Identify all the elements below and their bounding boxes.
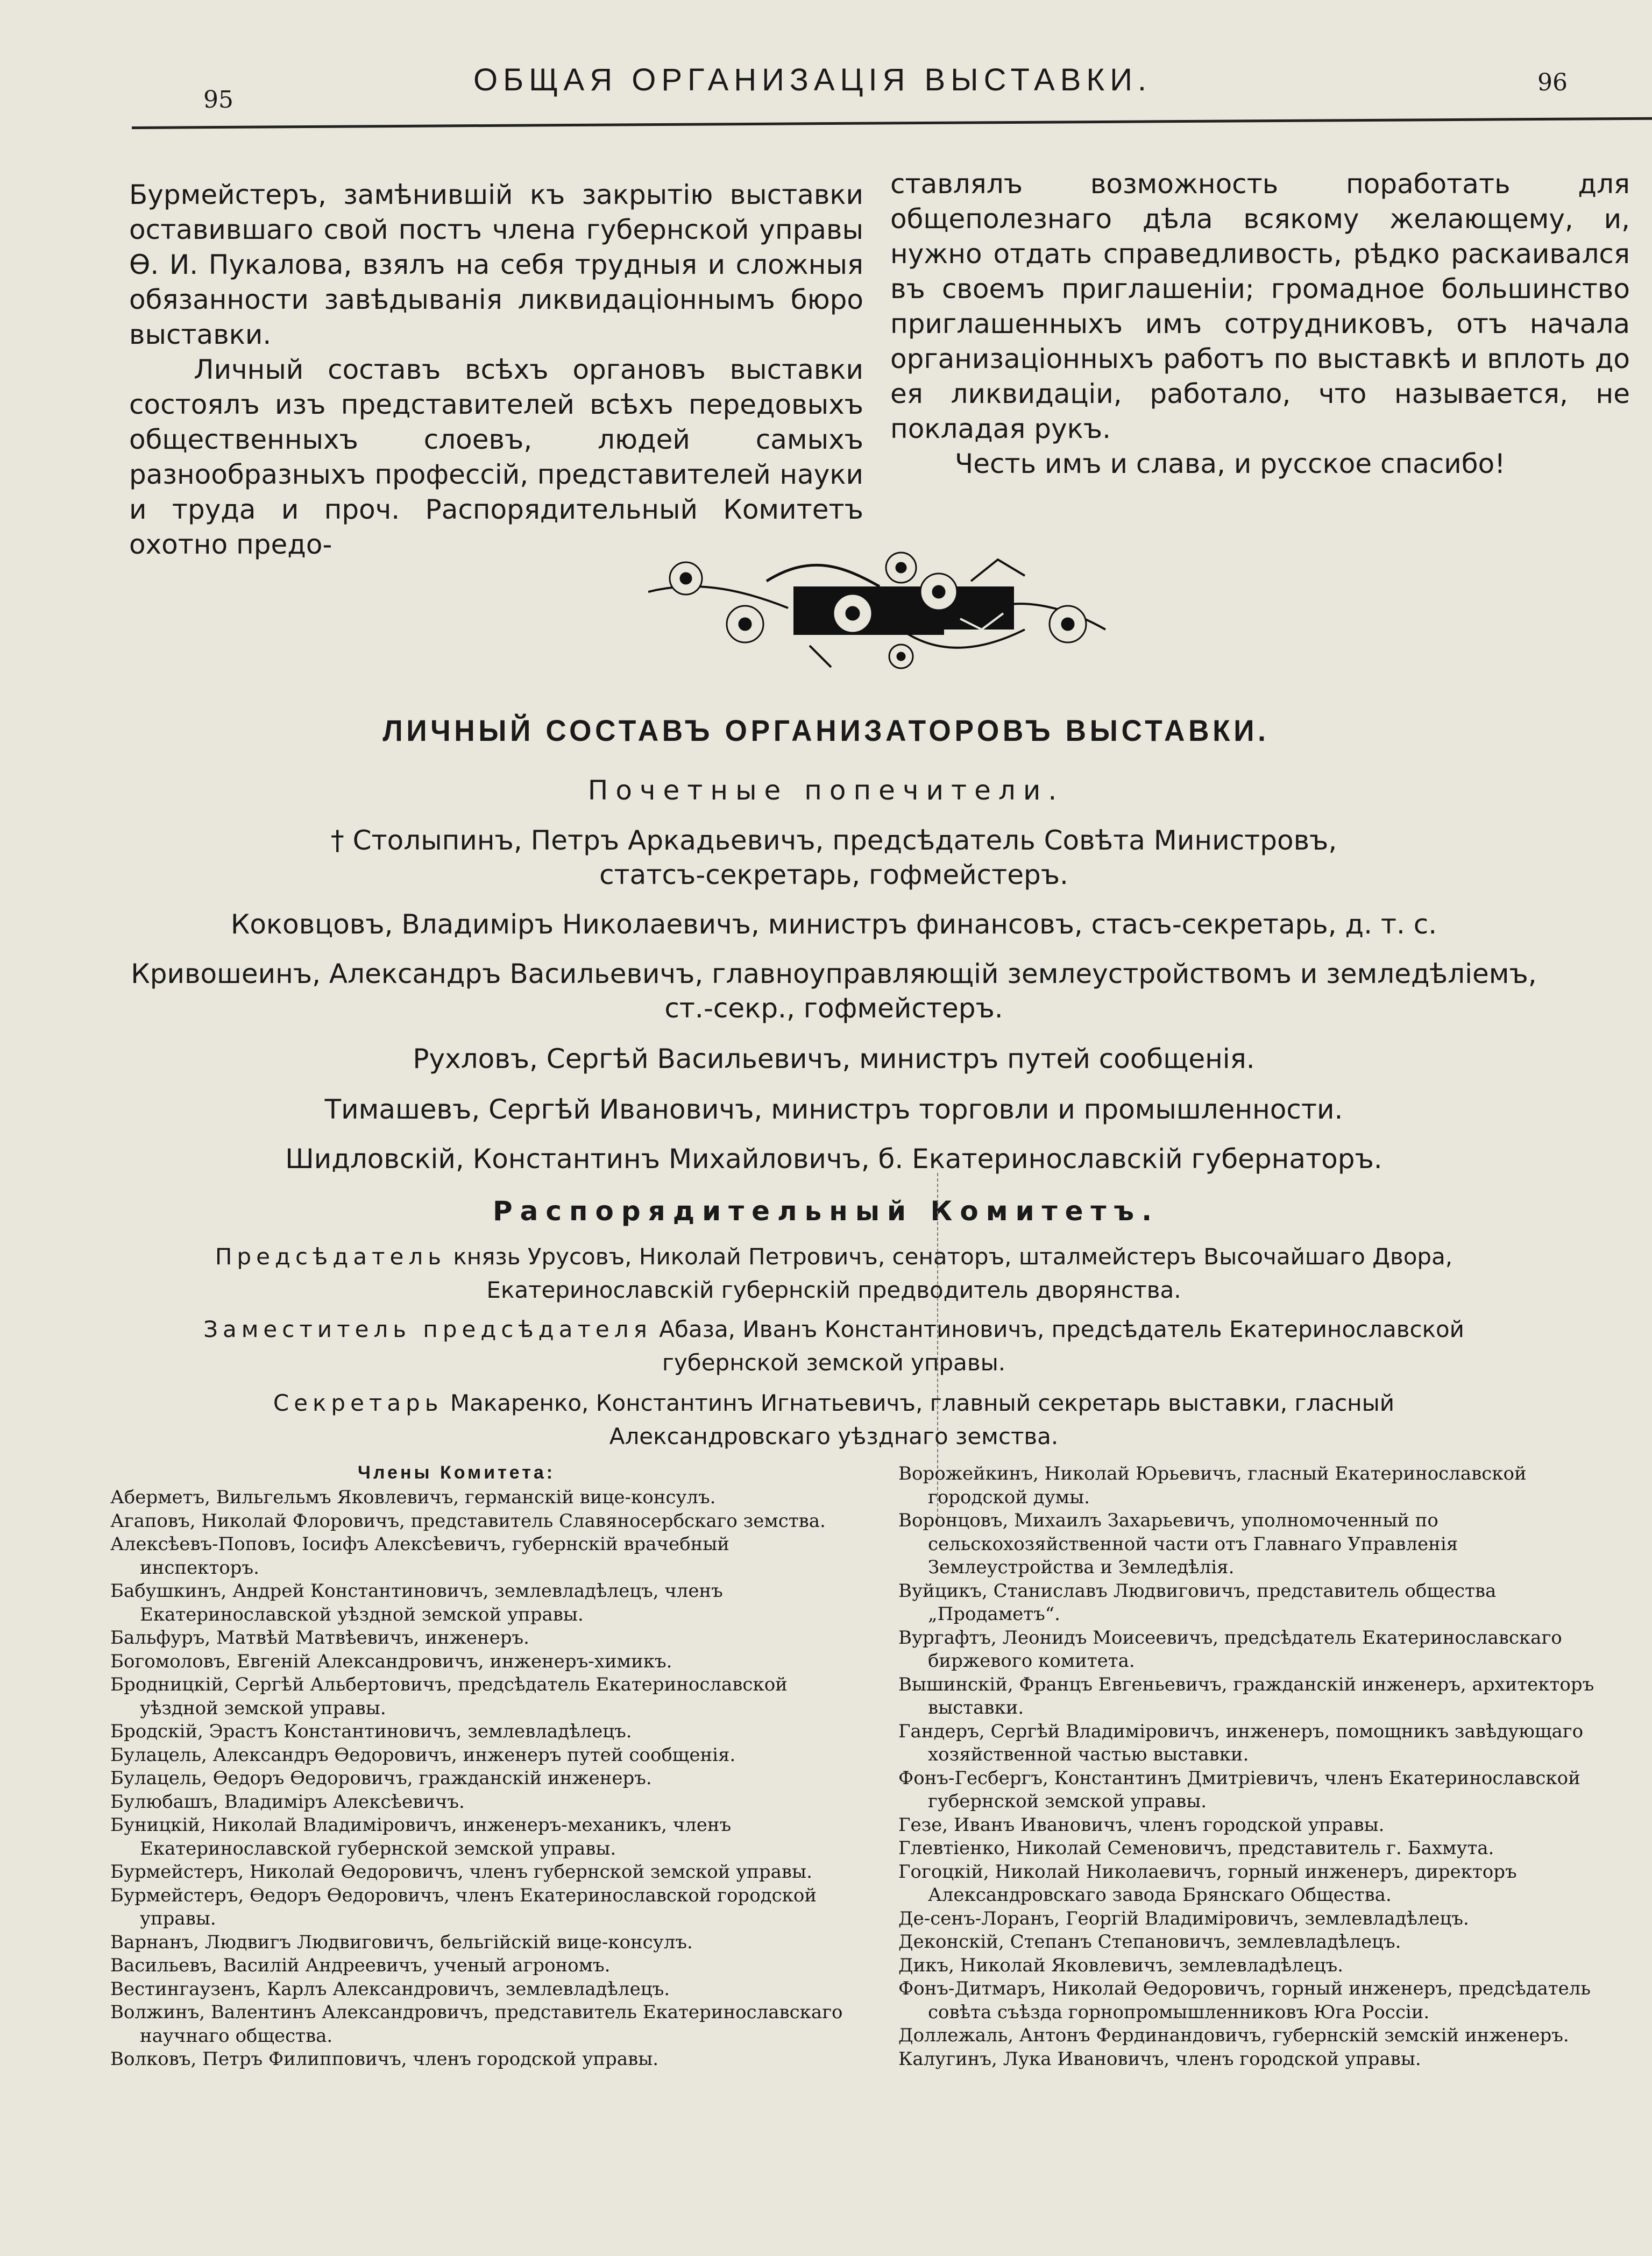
entry-line-1 xyxy=(134,1387,1533,1420)
entry-role: Заместитель предсѣдателя xyxy=(203,1316,652,1342)
member-item: Булюбашъ, Владиміръ Алексѣевичъ. xyxy=(110,1791,465,1813)
member-item: Бурмейстеръ, Ѳедоръ Ѳедоровичъ, членъ Екатеринославской городской управы. xyxy=(110,1884,817,1929)
committee-heading: Распорядительный Комитетъ. xyxy=(492,1196,1160,1227)
page-number-left: 95 xyxy=(203,86,233,114)
entry-line-2: Александровскаго уѣзднаго земства. xyxy=(609,1423,1059,1449)
entry-line-1: Рухловъ, Сергѣй Васильевичъ, министръ путей сообщенія. xyxy=(413,1043,1255,1074)
member-item: Варнанъ, Людвигъ Людвиговичъ, бельгійскій вице-консулъ. xyxy=(110,1931,693,1953)
entry-line-2: статсъ-секретарь, гофмейстеръ. xyxy=(599,859,1068,890)
honorary-entry xyxy=(108,1092,1560,1127)
floral-ornament-icon xyxy=(648,549,1111,673)
entry-line-1: Шидловскій, Константинъ Михайловичъ, б. Екатеринославскій губернаторъ. xyxy=(285,1143,1382,1175)
entry-line-1: † Столыпинъ, Петръ Аркадьевичъ, предсѣдатель Совѣта Министровъ, xyxy=(330,825,1337,856)
entry-line-2: Екатеринославскій губернскій предводитель дворянства. xyxy=(486,1277,1181,1303)
member-item: Бродницкій, Сергѣй Альбертовичъ, предсѣдатель Екатеринославской уѣздной земской управы. xyxy=(110,1674,788,1719)
intro-left-paragraph-1: Бурмейстеръ, замѣнившій къ закрытію выставки оставившаго свой постъ члена губернской управы Ѳ. И. Пукалова, взялъ на себя трудныя и сложныя обязанности завѣдыванія ликвидаціоннымъ бюро выставки. xyxy=(129,179,863,350)
intro-right-column xyxy=(890,167,1630,482)
header-rule xyxy=(132,117,1652,129)
running-title: ОБЩАЯ ОРГАНИЗАЦІЯ ВЫСТАВКИ. xyxy=(473,62,1152,97)
member-item: Гезе, Иванъ Ивановичъ, членъ городской управы. xyxy=(898,1814,1385,1836)
honorary-entry xyxy=(108,823,1560,892)
intro-left-column xyxy=(129,178,863,562)
member-item: Буницкій, Николай Владиміровичъ, инженеръ-механикъ, членъ Екатеринославской губернской земской управы. xyxy=(110,1814,732,1859)
member-item: Алексѣевъ-Поповъ, Іосифъ Алексѣевичъ, губернскій врачебный инспекторъ. xyxy=(110,1533,729,1579)
member-item: Аберметъ, Вильгельмъ Яковлевичъ, германскій вице-консулъ. xyxy=(110,1487,716,1508)
member-item: Доллежаль, Антонъ Фердинандовичъ, губернскій земскій инженеръ. xyxy=(898,2025,1569,2046)
section-title: ЛИЧНЫЙ СОСТАВЪ ОРГАНИЗАТОРОВЪ ВЫСТАВКИ. xyxy=(382,713,1270,747)
entry-text: Абаза, Иванъ Константиновичъ, предсѣдатель Екатеринославской xyxy=(659,1316,1464,1342)
entry-role: Предсѣдатель xyxy=(215,1243,446,1270)
member-item: Глевтіенко, Николай Семеновичъ, представитель г. Бахмута. xyxy=(898,1837,1494,1859)
honorary-entry xyxy=(108,907,1560,942)
member-item: Фонъ-Дитмаръ, Николай Ѳедоровичъ, горный инженеръ, предсѣдатель совѣта съѣзда горнопромышленниковъ Юга Россіи. xyxy=(898,1978,1591,2023)
member-item: Воронцовъ, Михаилъ Захарьевичъ, уполномоченный по сельскохозяйственной части отъ Главнаго Управленія Землеустройства и Земледѣлія. xyxy=(898,1510,1458,1578)
member-item: Богомоловъ, Евгеній Александровичъ, инженеръ-химикъ. xyxy=(110,1650,672,1672)
honorary-entry xyxy=(108,1042,1560,1076)
entry-line-2: губернской земской управы. xyxy=(662,1349,1006,1376)
entry-text: Макаренко, Константинъ Игнатьевичъ, главный секретарь выставки, гласный xyxy=(450,1390,1395,1416)
entry-line-1: Тимашевъ, Сергѣй Ивановичъ, министръ торговли и промышленности. xyxy=(324,1094,1343,1125)
member-item: Фонъ-Гесбергъ, Константинъ Дмитріевичъ, членъ Екатеринославской губернской земской управы. xyxy=(898,1767,1580,1812)
honorary-heading: Почетные попечители. xyxy=(587,775,1065,806)
entry-line-1 xyxy=(134,1313,1533,1346)
member-item: Гогоцкій, Николай Николаевичъ, горный инженеръ, директоръ Александровскаго завода Брянскаго Общества. xyxy=(898,1861,1517,1906)
honorary-entry xyxy=(108,957,1560,1026)
member-item: Дикъ, Николай Яковлевичъ, землевладѣлецъ. xyxy=(898,1954,1344,1976)
member-item: Бабушкинъ, Андрей Константиновичъ, землевладѣлецъ, членъ Екатеринославской уѣздной земской управы. xyxy=(110,1580,723,1625)
member-item: Бродскій, Эрастъ Константиновичъ, землевладѣлецъ. xyxy=(110,1721,632,1742)
member-item: Бальфуръ, Матвѣй Матвѣевичъ, инженеръ. xyxy=(110,1627,529,1649)
member-item: Вышинскій, Францъ Евгеньевичъ, гражданскій инженеръ, архитекторъ выставки. xyxy=(898,1673,1594,1718)
entry-line-1: Кривошеинъ, Александръ Васильевичъ, главноуправляющій землеустройствомъ и земледѣліемъ, xyxy=(131,958,1537,989)
member-item: Волковъ, Петръ Филипповичъ, членъ городской управы. xyxy=(110,2048,659,2070)
member-item: Вуйцикъ, Станиславъ Людвиговичъ, представитель общества „Продаметъ“. xyxy=(898,1580,1497,1625)
entry-line-2: ст.-секр., гофмейстеръ. xyxy=(664,993,1003,1024)
member-item: Вургафтъ, Леонидъ Моисеевичъ, предсѣдатель Екатеринославскаго биржевого комитета. xyxy=(898,1626,1562,1672)
member-item: Булацель, Ѳедоръ Ѳедоровичъ, гражданскій инженеръ. xyxy=(110,1767,652,1789)
intro-right-paragraph-2: Честь имъ и слава, и русское спасибо! xyxy=(955,448,1506,479)
member-item: Ворожейкинъ, Николай Юрьевичъ, гласный Екатеринославской городской думы. xyxy=(898,1463,1527,1508)
member-item: Волжинъ, Валентинъ Александровичъ, представитель Екатеринославскаго научнаго общества. xyxy=(110,2002,843,2047)
members-right-column xyxy=(898,1462,1630,2071)
intro-right-paragraph-1: ставлялъ возможность поработать для общеполезнаго дѣла всякому желающему, и, нужно отдать справедливость, рѣдко раскаивался въ своемъ приглашеніи; громадное большинство приглашенныхъ имъ сотрудниковъ, отъ начала организаціонныхъ работъ по выставкѣ и вплоть до ея ликвидаціи, работало, что называется, не покладая рукъ. xyxy=(890,168,1630,444)
intro-left-paragraph-2: Личный составъ всѣхъ органовъ выставки состоялъ изъ представителей всѣхъ передовыхъ общественныхъ слоевъ, людей самыхъ разнообразныхъ профессій, представителей науки и труда и проч. Распорядительный Комитетъ охотно предо- xyxy=(129,354,863,560)
honorary-entry xyxy=(108,1142,1560,1176)
member-item: Деконскій, Степанъ Степановичъ, землевладѣлецъ. xyxy=(898,1931,1401,1953)
member-item: Бурмейстеръ, Николай Ѳедоровичъ, членъ губернской земской управы. xyxy=(110,1861,812,1883)
member-item: Гандеръ, Сергѣй Владиміровичъ, инженеръ, помощникъ завѣдующаго хозяйственной частью выставки. xyxy=(898,1720,1584,1765)
entry-line-1 xyxy=(134,1240,1533,1274)
member-item: Вестингаузенъ, Карлъ Александровичъ, землевладѣлецъ. xyxy=(110,1978,670,2000)
entry-line-1: Коковцовъ, Владиміръ Николаевичъ, министръ финансовъ, стасъ-секретарь, д. т. с. xyxy=(230,909,1437,940)
committee-entry xyxy=(134,1387,1533,1453)
entry-role: Секретарь xyxy=(273,1390,443,1416)
members-heading: Члены Комитета: xyxy=(358,1462,556,1483)
entry-text: князь Урусовъ, Николай Петровичъ, сенаторъ, шталмейстеръ Высочайшаго Двора, xyxy=(453,1243,1453,1270)
member-item: Агаповъ, Николай Флоровичъ, представитель Славяносербскаго земства. xyxy=(110,1510,826,1532)
committee-entry xyxy=(134,1240,1533,1307)
committee-entry xyxy=(134,1313,1533,1380)
member-item: Калугинъ, Лука Ивановичъ, членъ городской управы. xyxy=(898,2048,1421,2070)
page-number-right: 96 xyxy=(1537,69,1568,96)
members-left-column xyxy=(110,1486,847,2071)
member-item: Де-сенъ-Лоранъ, Георгій Владиміровичъ, землевладѣлецъ. xyxy=(898,1907,1469,1929)
member-item: Васильевъ, Василій Андреевичъ, ученый агрономъ. xyxy=(110,1955,611,1976)
member-item: Булацель, Александръ Ѳедоровичъ, инженеръ путей сообщенія. xyxy=(110,1744,736,1766)
